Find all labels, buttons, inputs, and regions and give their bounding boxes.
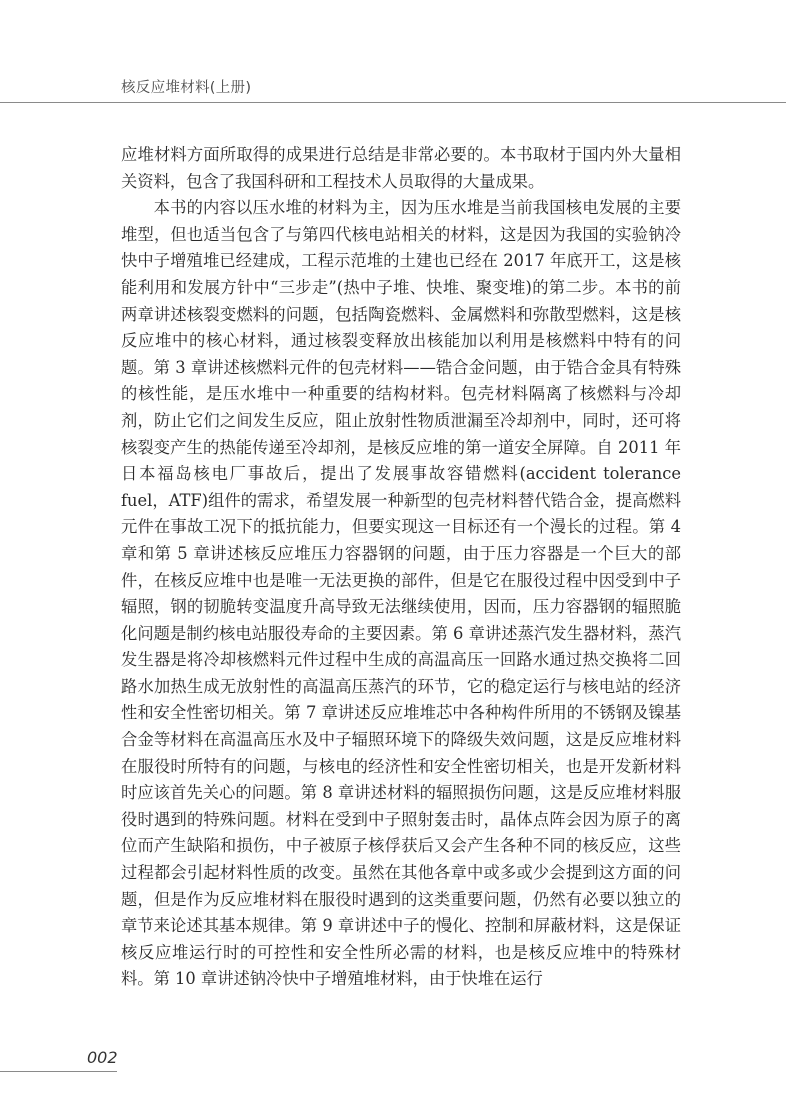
body-text [121,142,681,993]
footer-divider [0,1071,117,1072]
paragraph: 应堆材料方面所取得的成果进行总结是非常必要的。本书取材于国内外大量相关资料，包含了我国科研和工程技术人员取得的大量成果。 [121,145,681,191]
running-header-title: 核反应堆材料(上册) [121,80,252,96]
header-divider [0,102,786,103]
page-number: 002 [87,1048,118,1067]
paragraph: 本书的内容以压水堆的材料为主，因为压水堆是当前我国核电发展的主要堆型，但也适当包含了与第四代核电站相关的材料，这是因为我国的实验钠冷快中子增殖堆已经建成，工程示范堆的土建也已经在 2017 年底开工，这是核能利用和发展方针中“三步走”(热中子堆、快堆、聚变堆)的第二步。本书的前两章讲述核裂变燃料的问题，包括陶瓷燃料、金属燃料和弥散型燃料，这是核反应堆中的核心材料，通过核裂变释放出核能加以利用是核燃料中特有的问题。第 3 章讲述核燃料元件的包壳材料——锆合金问题，由于锆合金具有特殊的核性能，是压水堆中一种重要的结构材料。包壳材料隔离了核燃料与冷却剂，防止它们之间发生反应，阻止放射性物质泄漏至冷却剂中，同时，还可将核裂变产生的热能传递至冷却剂，是核反应堆的第一道安全屏障。自 2011 年日本福岛核电厂事故后，提出了发展事故容错燃料(accident tolerance fuel，ATF)组件的需求，希望发展一种新型的包壳材料替代锆合金，提高燃料元件在事故工况下的抵抗能力，但要实现这一目标还有一个漫长的过程。第 4 章和第 5 章讲述核反应堆压力容器钢的问题，由于压力容器是一个巨大的部件，在核反应堆中也是唯一无法更换的部件，但是它在服役过程中因受到中子辐照，钢的韧脆转变温度升高导致无法继续使用，因而，压力容器钢的辐照脆化问题是制约核电站服役寿命的主要因素。第 6 章讲述蒸汽发生器材料，蒸汽发生器是将冷却核燃料元件过程中生成的高温高压一回路水通过热交换将二回路水加热生成无放射性的高温高压蒸汽的环节，它的稳定运行与核电站的经济性和安全性密切相关。第 7 章讲述反应堆堆芯中各种构件所用的不锈钢及镍基合金等材料在高温高压水及中子辐照环境下的降级失效问题，这是反应堆材料在服役时所特有的问题，与核电的经济性和安全性密切相关，也是开发新材料时应该首先关心的问题。第 8 章讲述材料的辐照损伤问题，这是反应堆材料服役时遇到的特殊问题。材料在受到中子照射轰击时，晶体点阵会因为原子的离位而产生缺陷和损伤，中子被原子核俘获后又会产生各种不同的核反应，这些过程都会引起材料性质的改变。虽然在其他各章中或多或少会提到这方面的问题，但是作为反应堆材料在服役时遇到的这类重要问题，仍然有必要以独立的章节来论述其基本规律。第 9 章讲述中子的慢化、控制和屏蔽材料，这是保证核反应堆运行时的可控性和安全性所必需的材料，也是核反应堆中的特殊材料。第 10 章讲述钠冷快中子增殖堆材料，由于快堆在运行 [121,198,681,989]
